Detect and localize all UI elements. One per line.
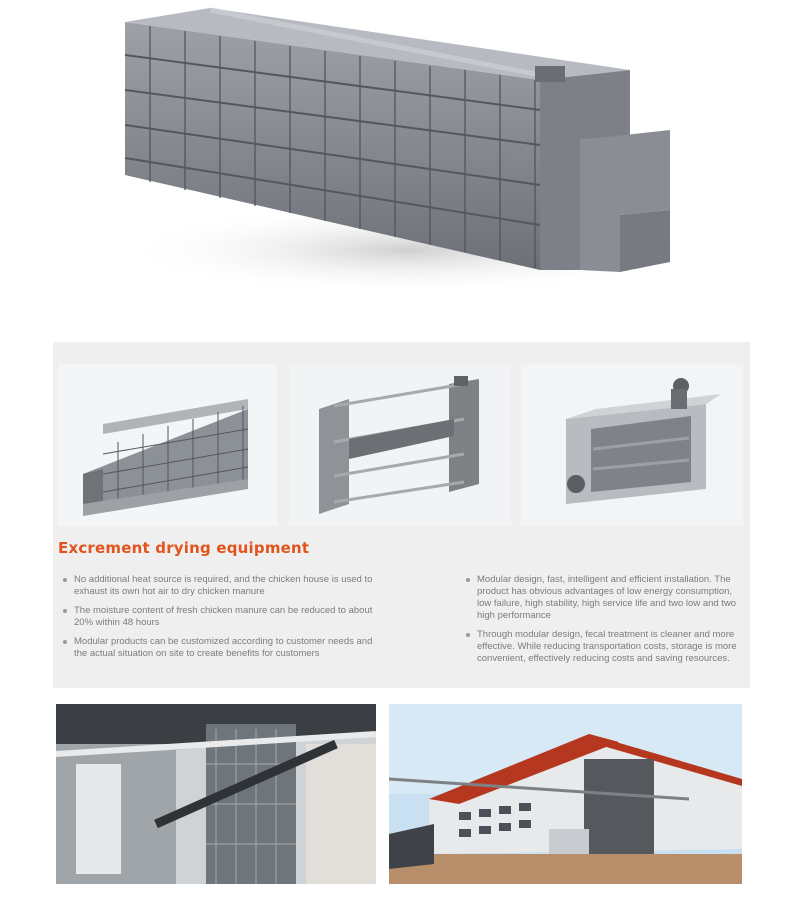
- thumbnail-dryer-module: [289, 364, 511, 526]
- bullet-icon: [63, 609, 67, 613]
- section-title: Excrement drying equipment: [58, 539, 310, 557]
- bullet-icon: [466, 633, 470, 637]
- bullet-icon: [63, 578, 67, 582]
- list-item: Modular design, fast, intelligent and efficient installation. The product has obvious advantages of low energy consumption, low failure, high stability, high service life and two low and two high performance: [466, 574, 748, 622]
- list-item: Modular products can be customized according to customer needs and the actual situation on site to create benefits for customers: [63, 636, 373, 660]
- hero-machine-image: [110, 0, 690, 310]
- thumbnail-multi-tier-dryer: [58, 364, 277, 526]
- product-info-panel: [53, 342, 750, 688]
- feature-list-left: [63, 574, 373, 667]
- list-item: No additional heat source is required, and the chicken house is used to exhaust its own hot air to dry chicken manure: [63, 574, 373, 598]
- bullet-icon: [466, 578, 470, 582]
- list-item: The moisture content of fresh chicken manure can be reduced to about 20% within 48 hours: [63, 605, 373, 629]
- thumbnail-dryer-drive-unit: [521, 364, 743, 526]
- bullet-icon: [63, 640, 67, 644]
- feature-list-right: [466, 574, 748, 672]
- photo-installation-inside-barn: [56, 704, 376, 884]
- photo-poultry-house-exterior: [389, 704, 742, 884]
- list-item: Through modular design, fecal treatment is cleaner and more effective. While reducing transportation costs, storage is more convenient, effectively reducing costs and saving resources.: [466, 629, 748, 665]
